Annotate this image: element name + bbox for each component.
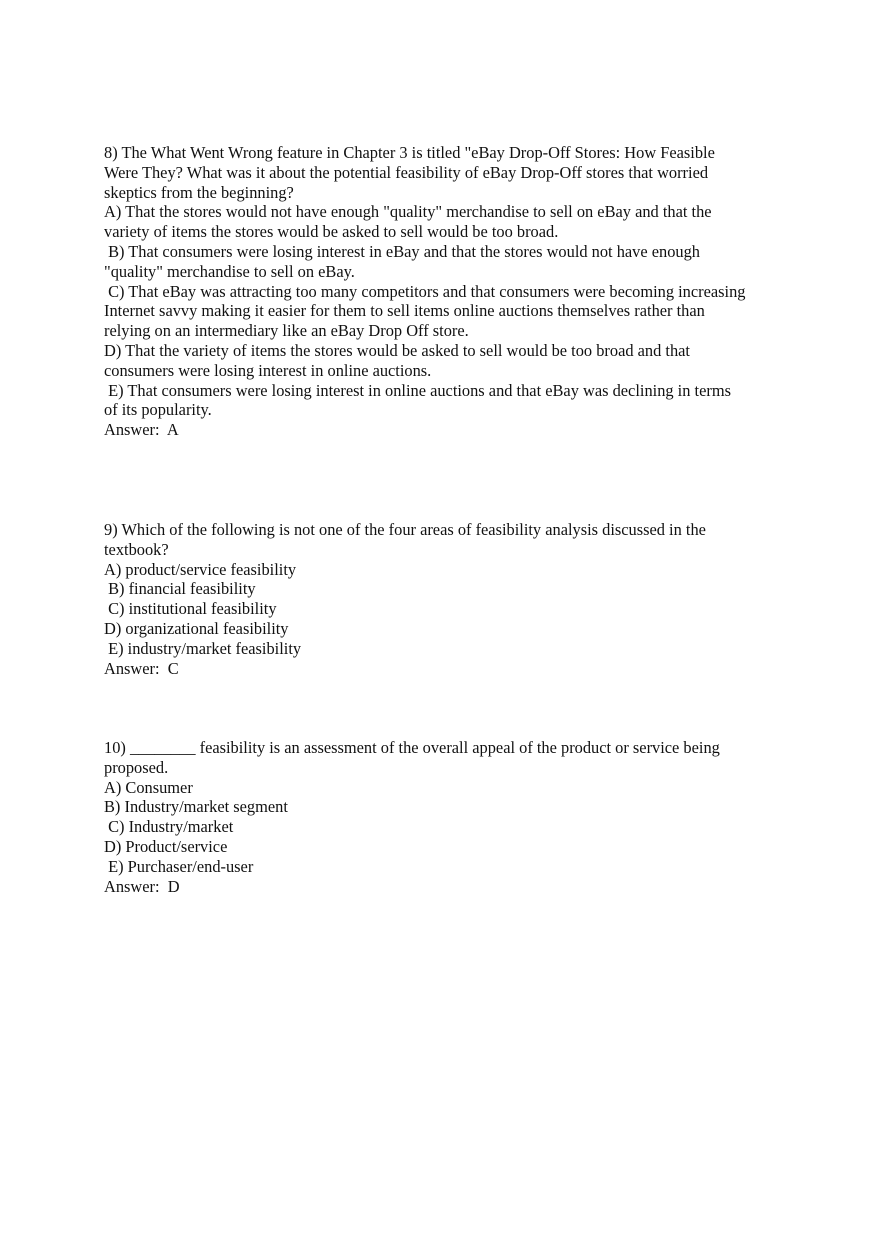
option-e-line: E) industry/market feasibility	[104, 638, 302, 658]
question-9	[104, 520, 794, 678]
option-c-line: C) institutional feasibility	[104, 599, 277, 619]
option-e-line: E) That consumers were losing interest in online auctions and that eBay was declining in terms	[104, 380, 731, 400]
option-e-line: of its popularity.	[104, 400, 212, 420]
option-b-line: B) That consumers were losing interest in eBay and that the stores would not have enough	[104, 241, 701, 261]
answer-line: Answer: C	[104, 658, 179, 678]
answer-line: Answer: A	[104, 420, 179, 440]
question-stem-line: skeptics from the beginning?	[104, 182, 294, 202]
question-stem-line: Were They? What was it about the potential feasibility of eBay Drop-Off stores that worried	[104, 162, 709, 182]
answer-line: Answer: D	[104, 876, 180, 896]
option-d-line: D) That the variety of items the stores would be asked to sell would be too broad and that	[104, 340, 690, 360]
option-b-line: "quality" merchandise to sell on eBay.	[104, 261, 355, 281]
option-a-line: A) That the stores would not have enough "quality" merchandise to sell on eBay and that the	[104, 202, 712, 222]
option-d-line: consumers were losing interest in online auctions.	[104, 360, 432, 380]
option-a-line: A) Consumer	[104, 777, 193, 797]
option-e-line: E) Purchaser/end-user	[104, 856, 254, 876]
option-c-line: Internet savvy making it easier for them to sell items online auctions themselves rather than	[104, 301, 705, 321]
option-c-line: C) That eBay was attracting too many competitors and that consumers were becoming increasing	[104, 281, 746, 301]
question-stem-line: 10) ________ feasibility is an assessment of the overall appeal of the product or service being	[104, 738, 720, 757]
question-8	[104, 143, 794, 440]
question-10	[104, 738, 794, 896]
option-a-line: variety of items the stores would be asked to sell would be too broad.	[104, 222, 559, 242]
option-d-line: D) Product/service	[104, 836, 228, 856]
option-c-line: relying on an intermediary like an eBay Drop Off store.	[104, 321, 469, 341]
option-b-line: B) financial feasibility	[104, 579, 256, 599]
question-stem-line: proposed.	[104, 757, 169, 777]
option-d-line: D) organizational feasibility	[104, 618, 289, 638]
question-stem-line: 8) The What Went Wrong feature in Chapter 3 is titled "eBay Drop-Off Stores: How Feasible	[104, 143, 715, 162]
option-c-line: C) Industry/market	[104, 817, 234, 837]
question-stem-line: textbook?	[104, 539, 169, 559]
question-stem-line: 9) Which of the following is not one of the four areas of feasibility analysis discussed in the	[104, 520, 706, 539]
option-a-line: A) product/service feasibility	[104, 559, 297, 579]
option-b-line: B) Industry/market segment	[104, 797, 288, 817]
